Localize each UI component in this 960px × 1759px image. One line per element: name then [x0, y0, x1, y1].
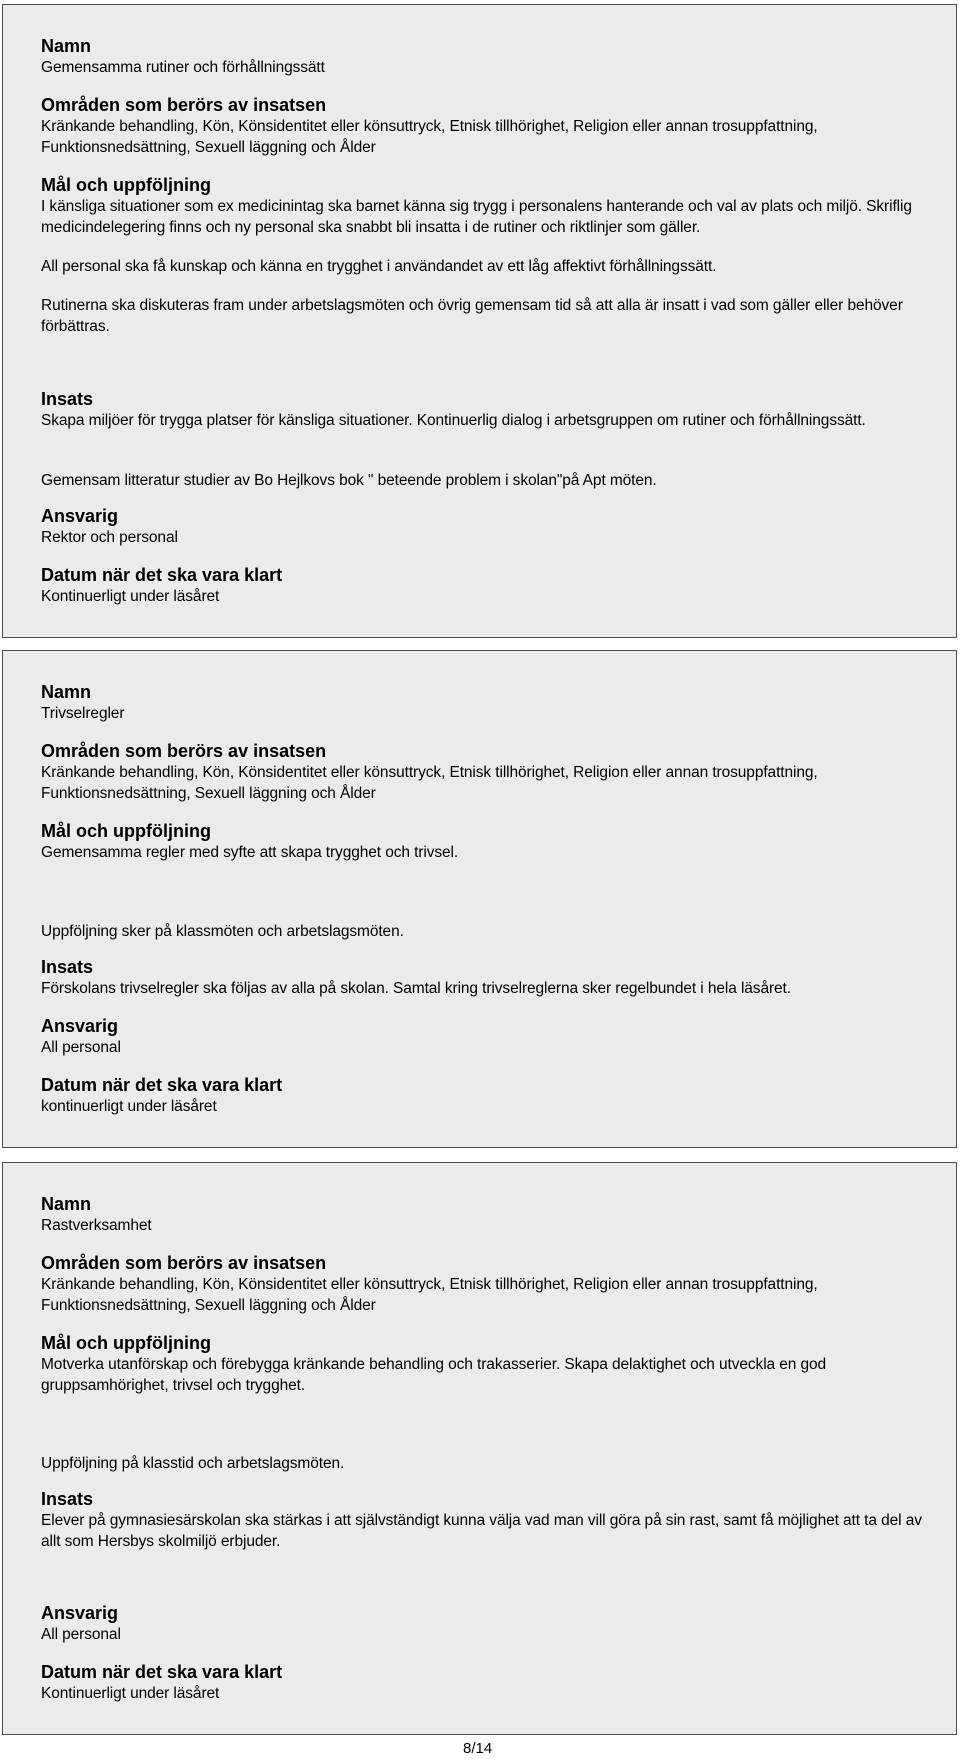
insats-text-2: Gemensam litteratur studier av Bo Hejlkovs bok " beteende problem i skolan"på Apt möten. — [41, 472, 657, 489]
plan-block-2 — [2, 650, 957, 1148]
ansvarig-label: Ansvarig — [41, 506, 119, 526]
mal-text-1: I känsliga situationer som ex medicinintag ska barnet känna sig trygg i personalens hanterande och val av plats och miljö. Skriflig medicindelegering finns och ny personal ska snabbt bli insatta i de rutiner och riktlinjer som gäller. — [41, 198, 912, 236]
ansvarig-label: Ansvarig — [41, 1603, 119, 1623]
namn-label: Namn — [41, 682, 92, 702]
datum-value: kontinuerligt under läsåret — [41, 1098, 217, 1115]
insats-label: Insats — [41, 1489, 94, 1509]
mal-label: Mål och uppföljning — [41, 175, 211, 195]
mal-field — [41, 820, 926, 863]
ansvarig-value: All personal — [41, 1626, 121, 1643]
page-number: 8/14 — [463, 1740, 493, 1757]
datum-label: Datum när det ska vara klart — [41, 1662, 283, 1682]
ansvarig-label: Ansvarig — [41, 1016, 119, 1036]
plan-block-1 — [2, 4, 957, 638]
insats-text-1: Elever på gymnasiesärskolan ska stärkas i att självständigt kunna välja vad man vill göra på sin rast, samt få möjlighet att ta del av allt som Hersbys skolmiljö erbjuder. — [41, 1512, 922, 1550]
datum-label: Datum när det ska vara klart — [41, 565, 283, 585]
namn-field — [41, 681, 926, 724]
namn-field — [41, 1193, 926, 1236]
datum-field — [41, 564, 926, 607]
datum-value: Kontinuerligt under läsåret — [41, 588, 220, 605]
mal-text-1: Gemensamma regler med syfte att skapa trygghet och trivsel. — [41, 844, 459, 861]
insats-label: Insats — [41, 957, 94, 977]
omraden-field — [41, 94, 926, 158]
ansvarig-field — [41, 1015, 926, 1058]
mal-field — [41, 1332, 926, 1396]
insats-field — [41, 1488, 926, 1552]
namn-field — [41, 35, 926, 78]
datum-field — [41, 1661, 926, 1704]
insats-text-1: Skapa miljöer för trygga platser för känsliga situationer. Kontinuerlig dialog i arbetsgruppen om rutiner och förhållningssätt. — [41, 412, 866, 429]
datum-label: Datum när det ska vara klart — [41, 1075, 283, 1095]
insats-label: Insats — [41, 389, 94, 409]
namn-label: Namn — [41, 1194, 92, 1214]
namn-value: Gemensamma rutiner och förhållningssätt — [41, 59, 325, 76]
insats-text-1: Förskolans trivselregler ska följas av alla på skolan. Samtal kring trivselreglerna sker regelbundet i hela läsåret. — [41, 980, 791, 997]
mal-text-2: Uppföljning sker på klassmöten och arbetslagsmöten. — [41, 923, 404, 940]
ansvarig-field — [41, 505, 926, 548]
mal-label: Mål och uppföljning — [41, 1333, 211, 1353]
namn-value: Trivselregler — [41, 705, 125, 722]
insats-field — [41, 388, 926, 431]
mal-label: Mål och uppföljning — [41, 821, 211, 841]
datum-field — [41, 1074, 926, 1117]
ansvarig-value: All personal — [41, 1039, 121, 1056]
plan-block-3 — [2, 1162, 957, 1735]
omraden-value: Kränkande behandling, Kön, Könsidentitet eller könsuttryck, Etnisk tillhörighet, Religion eller annan trosuppfattning, Funktionsnedsättning, Sexuell läggning och Ålder — [41, 764, 818, 802]
datum-value: Kontinuerligt under läsåret — [41, 1685, 220, 1702]
namn-label: Namn — [41, 36, 92, 56]
omraden-field — [41, 740, 926, 804]
omraden-value: Kränkande behandling, Kön, Könsidentitet eller könsuttryck, Etnisk tillhörighet, Religion eller annan trosuppfattning, Funktionsnedsättning, Sexuell läggning och Ålder — [41, 1276, 818, 1314]
omraden-value: Kränkande behandling, Kön, Könsidentitet eller könsuttryck, Etnisk tillhörighet, Religion eller annan trosuppfattning, Funktionsnedsättning, Sexuell läggning och Ålder — [41, 118, 818, 156]
omraden-field — [41, 1252, 926, 1316]
omraden-label: Områden som berörs av insatsen — [41, 95, 327, 115]
mal-text-1: Motverka utanförskap och förebygga kränkande behandling och trakasserier. Skapa delaktighet och utveckla en god gruppsamhörighet, trivsel och trygghet. — [41, 1356, 827, 1394]
omraden-label: Områden som berörs av insatsen — [41, 741, 327, 761]
mal-text-2: Uppföljning på klasstid och arbetslagsmöten. — [41, 1455, 345, 1472]
mal-field — [41, 174, 926, 238]
ansvarig-value: Rektor och personal — [41, 529, 178, 546]
omraden-label: Områden som berörs av insatsen — [41, 1253, 327, 1273]
mal-text-2: All personal ska få kunskap och känna en trygghet i användandet av ett låg affektivt förhållningssätt. — [41, 258, 717, 275]
insats-field — [41, 956, 926, 999]
ansvarig-field — [41, 1602, 926, 1645]
namn-value: Rastverksamhet — [41, 1217, 152, 1234]
mal-text-3: Rutinerna ska diskuteras fram under arbetslagsmöten och övrig gemensam tid så att alla är insatt i vad som gäller eller behöver förbättras. — [41, 297, 903, 335]
